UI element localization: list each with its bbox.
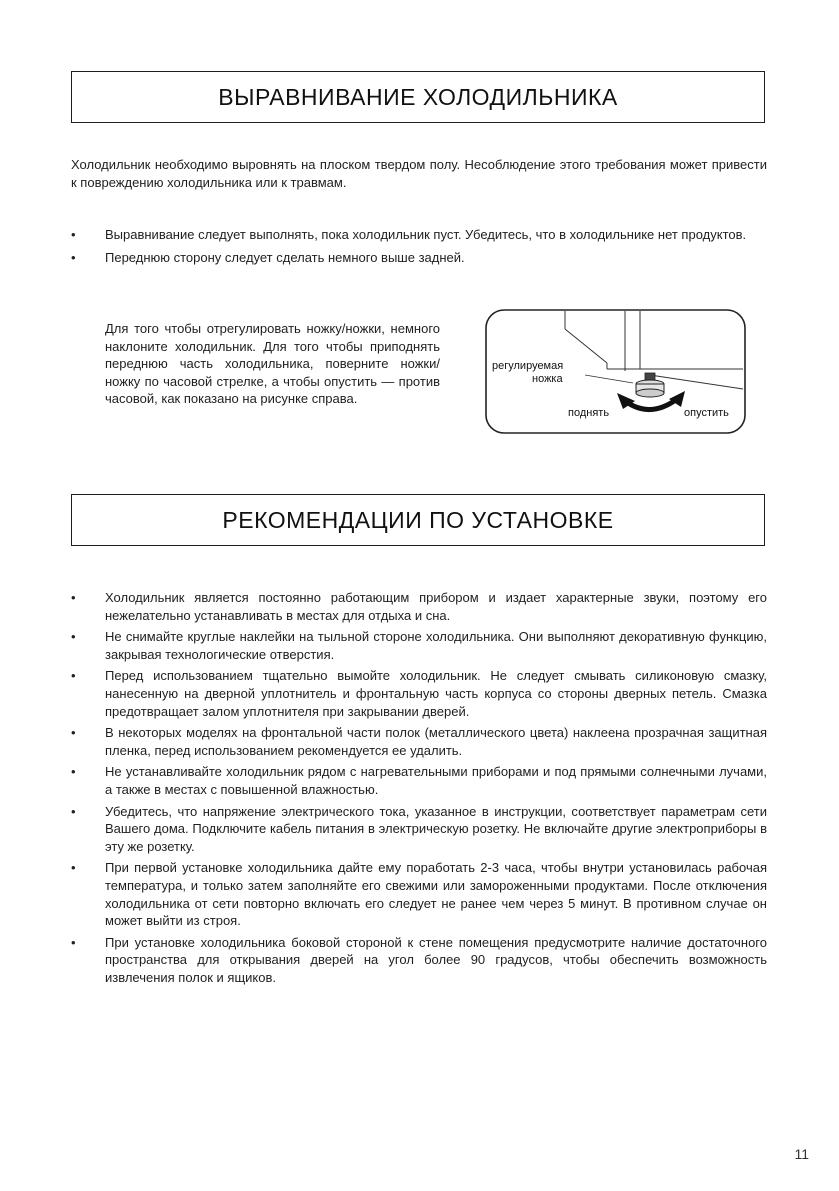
label-adjustable: регулируемая — [492, 360, 564, 372]
list-item — [71, 803, 767, 856]
label-raise: поднять — [568, 407, 610, 419]
section-header-installation — [71, 494, 765, 546]
list-item-text: Перед использованием тщательно вымойте холодильник. Не следует смывать силиконовую смазку, нанесенную на дверной уплотнитель и фронтальную часть корпуса со стороны дверных петель. Смазка предотвращает залом уплотнителя при закрывании дверей. — [105, 668, 767, 719]
list-item-text: Не устанавливайте холодильник рядом с нагревательными приборами и под прямыми солнечными лучами, а также в местах с повышенной влажностью. — [105, 764, 767, 797]
list-item-text: Не снимайте круглые наклейки на тыльной стороне холодильника. Они выполняют декоративную функцию, закрывая технологические отверстия. — [105, 629, 767, 662]
list-item — [71, 763, 767, 798]
list-item-text: Выравнивание следует выполнять, пока холодильник пуст. Убедитесь, что в холодильнике нет продуктов. — [105, 227, 747, 242]
list-item — [71, 724, 767, 759]
section-header-leveling — [71, 71, 765, 123]
bullet-icon: • — [71, 860, 76, 876]
page-number: 11 — [794, 1146, 809, 1162]
label-leg: ножка — [532, 373, 563, 385]
list-item-text: Переднюю сторону следует сделать немного выше задней. — [105, 249, 465, 265]
section-title: ВЫРАВНИВАНИЕ ХОЛОДИЛЬНИКА — [218, 83, 618, 110]
bullet-icon: • — [71, 934, 76, 950]
leveling-leg-diagram — [485, 309, 746, 434]
bullet-icon: • — [71, 629, 76, 645]
intro-paragraph: Холодильник необходимо выровнять на плоском твердом полу. Несоблюдение этого требования может привести к повреждению холодильника или к травмам. — [71, 157, 767, 190]
leg-adjust-instructions: Для того чтобы отрегулировать ножку/ножки, немного наклоните холодильник. Для того чтобы приподнять переднюю часть холодильника, поверните ножки/ножку по часовой стрелке, а чтобы опустить — против часовой, как показано на рисунке справа. — [105, 321, 440, 407]
list-item-text: При установке холодильника боковой стороной к стене помещения предусмотрите наличие достаточного пространства для открывания дверей на угол более 90 градусов, чтобы обеспечить возможность извлечения полок и ящиков. — [105, 934, 767, 985]
list-item-text: Холодильник является постоянно работающим прибором и издает характерные звуки, поэтому его нежелательно устанавливать в местах для отдыха и сна. — [105, 590, 767, 623]
bullet-icon: • — [71, 249, 76, 265]
list-item — [71, 667, 767, 720]
list-item — [71, 628, 767, 663]
bullet-icon: • — [71, 803, 76, 819]
list-item — [71, 589, 767, 624]
list-item-text: В некоторых моделях на фронтальной части полок (металлического цвета) наклеена прозрачная защитная пленка, перед использованием рекомендуется ее удалить. — [105, 725, 767, 758]
label-lower: опустить — [684, 407, 729, 419]
bullet-icon: • — [71, 725, 76, 741]
list-item — [71, 934, 767, 987]
list-item-text: При первой установке холодильника дайте ему поработать 2-3 часа, чтобы внутри установилась рабочая температура, и только затем заполняйте его свежими или замороженными продуктами. После отключения холодильника от сети повторно включать его следует не ранее чем через 5 минут. В противном случае он может выйти из строя. — [105, 860, 767, 929]
list-item — [71, 249, 767, 267]
list-item — [71, 226, 767, 244]
list-item-text: Убедитесь, что напряжение электрического тока, указанное в инструкции, соответствует параметрам сети Вашего дома. Подключите кабель питания в электрическую розетку. Не включайте другие электроприборы в эту же розетку. — [105, 803, 767, 854]
bullet-icon: • — [71, 668, 76, 684]
installation-bullet-list — [71, 589, 767, 986]
bullet-icon: • — [71, 764, 76, 780]
section-title: РЕКОМЕНДАЦИИ ПО УСТАНОВКЕ — [222, 506, 614, 533]
bullet-icon: • — [71, 227, 76, 242]
bullet-icon: • — [71, 590, 76, 605]
list-item — [71, 859, 767, 929]
leveling-bullet-list — [71, 226, 767, 266]
